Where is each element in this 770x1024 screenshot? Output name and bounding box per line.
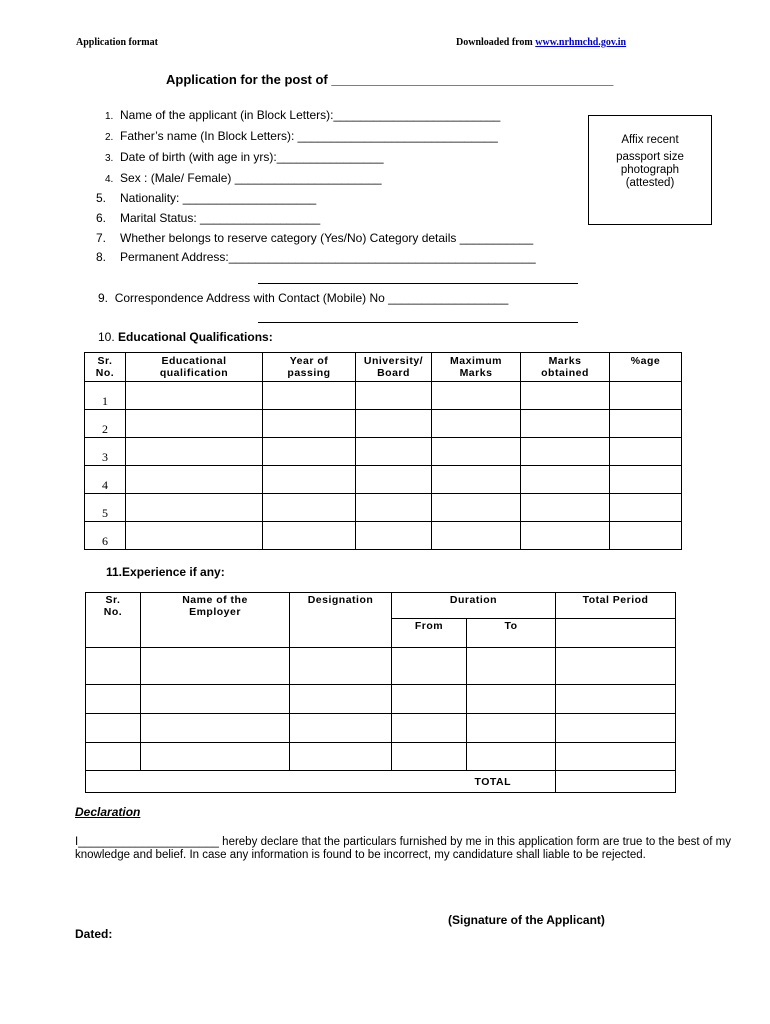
- table-row: [86, 743, 676, 771]
- exp-col-duration: Duration: [449, 594, 498, 606]
- table-cell[interactable]: [126, 522, 263, 550]
- table-row: [85, 438, 682, 466]
- table-cell[interactable]: [126, 438, 263, 466]
- col-header: [85, 353, 126, 382]
- table-cell[interactable]: [86, 714, 141, 743]
- col-header: [86, 593, 141, 648]
- field-number: 6.: [96, 211, 107, 225]
- header-left: Application format: [76, 37, 158, 48]
- edu-heading: [98, 330, 273, 344]
- table-row: [85, 522, 682, 550]
- total-value-cell[interactable]: [556, 771, 676, 793]
- table-cell[interactable]: [432, 522, 521, 550]
- table-row: [85, 410, 682, 438]
- table-cell[interactable]: [610, 382, 682, 410]
- col-header: [263, 353, 356, 382]
- table-row: [86, 648, 676, 685]
- edu-col-year: Year of passing: [287, 355, 331, 379]
- education-table: [84, 352, 682, 550]
- table-row: [85, 494, 682, 522]
- header-right: [456, 37, 626, 48]
- table-cell[interactable]: [290, 648, 392, 685]
- field-label: Sex : (Male/ Female) ______________________: [120, 171, 382, 185]
- table-cell[interactable]: [356, 438, 432, 466]
- table-cell[interactable]: [86, 743, 141, 771]
- table-row: [85, 382, 682, 410]
- table-cell[interactable]: [263, 382, 356, 410]
- exp-col-designation: Designation: [307, 594, 374, 606]
- table-cell[interactable]: [556, 648, 676, 685]
- table-cell[interactable]: [556, 685, 676, 714]
- exp-heading: 11.Experience if any:: [106, 565, 225, 579]
- table-cell[interactable]: [392, 685, 467, 714]
- field-9[interactable]: [98, 291, 508, 305]
- header-right-prefix: Downloaded from: [456, 37, 536, 48]
- photo-line-4: (attested): [625, 177, 675, 189]
- table-cell[interactable]: [392, 714, 467, 743]
- total-label: TOTAL: [474, 775, 512, 788]
- edu-heading-text: Educational Qualifications:: [118, 330, 273, 344]
- table-cell[interactable]: [432, 382, 521, 410]
- declaration-title: Declaration: [75, 805, 141, 819]
- row-number: 2: [85, 410, 126, 438]
- dated-label: Dated:: [75, 927, 113, 941]
- table-cell[interactable]: [467, 743, 556, 771]
- edu-col-max-marks: Maximum Marks: [450, 355, 502, 379]
- field-1[interactable]: [105, 108, 500, 122]
- total-label-cell: [86, 771, 556, 793]
- table-cell[interactable]: [610, 466, 682, 494]
- edu-col-university: University/ Board: [363, 355, 424, 379]
- table-cell[interactable]: [521, 410, 610, 438]
- table-cell[interactable]: [263, 494, 356, 522]
- field-7[interactable]: [96, 231, 533, 245]
- table-header-row: [85, 353, 682, 382]
- col-header: [290, 593, 392, 648]
- row-number: 6: [85, 522, 126, 550]
- field-6[interactable]: [96, 211, 320, 225]
- field-label: Nationality: ____________________: [120, 191, 317, 205]
- table-cell[interactable]: [432, 438, 521, 466]
- field-8[interactable]: [96, 250, 536, 264]
- field-5[interactable]: [96, 191, 316, 205]
- edu-col-percentage: %age: [630, 355, 661, 367]
- field-label: Father’s name (In Block Letters): ______________________________: [120, 129, 498, 143]
- field-label: Whether belongs to reserve category (Yes/No) Category details ___________: [120, 231, 534, 245]
- table-cell[interactable]: [432, 466, 521, 494]
- table-cell[interactable]: [392, 743, 467, 771]
- field-4[interactable]: [105, 171, 382, 185]
- field-label: Marital Status: __________________: [120, 211, 321, 225]
- col-header: [356, 353, 432, 382]
- table-cell[interactable]: [141, 685, 290, 714]
- table-cell[interactable]: [126, 466, 263, 494]
- table-cell[interactable]: [556, 743, 676, 771]
- edu-col-marks-obtained: Marks obtained: [541, 355, 589, 379]
- table-cell[interactable]: [141, 743, 290, 771]
- table-cell[interactable]: [141, 648, 290, 685]
- field-number: 4.: [105, 174, 114, 185]
- table-header-row: [86, 593, 676, 619]
- table-cell[interactable]: [356, 466, 432, 494]
- table-cell[interactable]: [432, 494, 521, 522]
- field-label: Correspondence Address with Contact (Mobile) No __________________: [114, 291, 509, 305]
- field-number: 3.: [105, 153, 114, 164]
- table-row: [86, 714, 676, 743]
- exp-col-total-period: Total Period: [582, 594, 649, 606]
- table-row: [86, 685, 676, 714]
- table-cell[interactable]: [610, 494, 682, 522]
- field-number: 7.: [96, 231, 107, 245]
- table-cell[interactable]: [610, 438, 682, 466]
- table-cell[interactable]: [467, 685, 556, 714]
- field-number: 2.: [105, 132, 114, 143]
- exp-col-to: To: [504, 620, 518, 632]
- table-cell[interactable]: [263, 410, 356, 438]
- table-cell[interactable]: [392, 648, 467, 685]
- col-header: [521, 353, 610, 382]
- col-header: [141, 593, 290, 648]
- table-cell[interactable]: [610, 410, 682, 438]
- table-cell[interactable]: [126, 410, 263, 438]
- table-cell[interactable]: [467, 714, 556, 743]
- table-cell[interactable]: [521, 522, 610, 550]
- photo-line-2: passport size: [616, 151, 684, 163]
- col-header: [556, 593, 676, 619]
- col-header: [126, 353, 263, 382]
- table-cell[interactable]: [521, 382, 610, 410]
- table-cell[interactable]: [290, 685, 392, 714]
- table-cell[interactable]: [86, 685, 141, 714]
- row-number: 5: [85, 494, 126, 522]
- table-cell[interactable]: [126, 494, 263, 522]
- table-row: [85, 466, 682, 494]
- table-cell[interactable]: [263, 438, 356, 466]
- table-cell[interactable]: [263, 466, 356, 494]
- table-cell[interactable]: [610, 522, 682, 550]
- col-header: [432, 353, 521, 382]
- table-cell[interactable]: [290, 714, 392, 743]
- experience-table: [85, 592, 676, 793]
- exp-col-employer: Name of the Employer: [182, 594, 248, 618]
- field-label: Name of the applicant (in Block Letters):_________________________: [120, 108, 501, 122]
- table-cell[interactable]: [356, 494, 432, 522]
- edu-col-qualification: Educational qualification: [159, 355, 229, 379]
- table-cell[interactable]: [556, 619, 676, 648]
- edu-heading-number: 10.: [98, 330, 115, 344]
- row-number: 3: [85, 438, 126, 466]
- photo-line-3: photograph: [620, 164, 680, 176]
- edu-col-sr: Sr. No.: [95, 355, 115, 379]
- website-link[interactable]: www.nrhmchd.gov.in: [535, 37, 627, 48]
- col-header: [610, 353, 682, 382]
- table-cell[interactable]: [521, 438, 610, 466]
- table-cell[interactable]: [356, 410, 432, 438]
- col-header: [392, 619, 467, 648]
- page-title: Application for the post of _______________________________________: [166, 72, 614, 87]
- field-number: 9.: [98, 291, 109, 305]
- table-cell[interactable]: [467, 648, 556, 685]
- photo-box: [588, 115, 712, 225]
- total-row: [86, 771, 676, 793]
- table-cell[interactable]: [556, 714, 676, 743]
- address-continuation-line[interactable]: [258, 283, 578, 284]
- table-cell[interactable]: [521, 494, 610, 522]
- table-cell[interactable]: [356, 382, 432, 410]
- signature-label: (Signature of the Applicant): [448, 913, 605, 927]
- field-2[interactable]: [105, 129, 498, 143]
- table-cell[interactable]: [263, 522, 356, 550]
- correspondence-continuation-line[interactable]: [258, 322, 578, 323]
- table-cell[interactable]: [356, 522, 432, 550]
- exp-col-from: From: [414, 620, 444, 632]
- col-header: [392, 593, 556, 619]
- field-number: 8.: [96, 250, 107, 264]
- table-cell[interactable]: [141, 714, 290, 743]
- table-cell[interactable]: [86, 648, 141, 685]
- field-number: 5.: [96, 191, 107, 205]
- table-cell[interactable]: [521, 466, 610, 494]
- field-3[interactable]: [105, 150, 384, 164]
- table-cell[interactable]: [126, 382, 263, 410]
- field-label: Permanent Address:______________________________________________: [120, 250, 536, 264]
- field-number: 1.: [105, 111, 114, 122]
- row-number: 4: [85, 466, 126, 494]
- exp-col-sr: Sr. No.: [103, 594, 123, 618]
- photo-line-1: Affix recent: [621, 134, 679, 146]
- row-number: 1: [85, 382, 126, 410]
- table-cell[interactable]: [432, 410, 521, 438]
- declaration-text: I______________________ hereby declare that the particulars furnished by me in this application form are true to the best of my knowledge and belief. In case any information is found to be incorrect, my candidature shall liable to be rejected.: [75, 836, 731, 861]
- col-header: [467, 619, 556, 648]
- field-label: Date of birth (with age in yrs):________________: [120, 150, 384, 164]
- table-cell[interactable]: [290, 743, 392, 771]
